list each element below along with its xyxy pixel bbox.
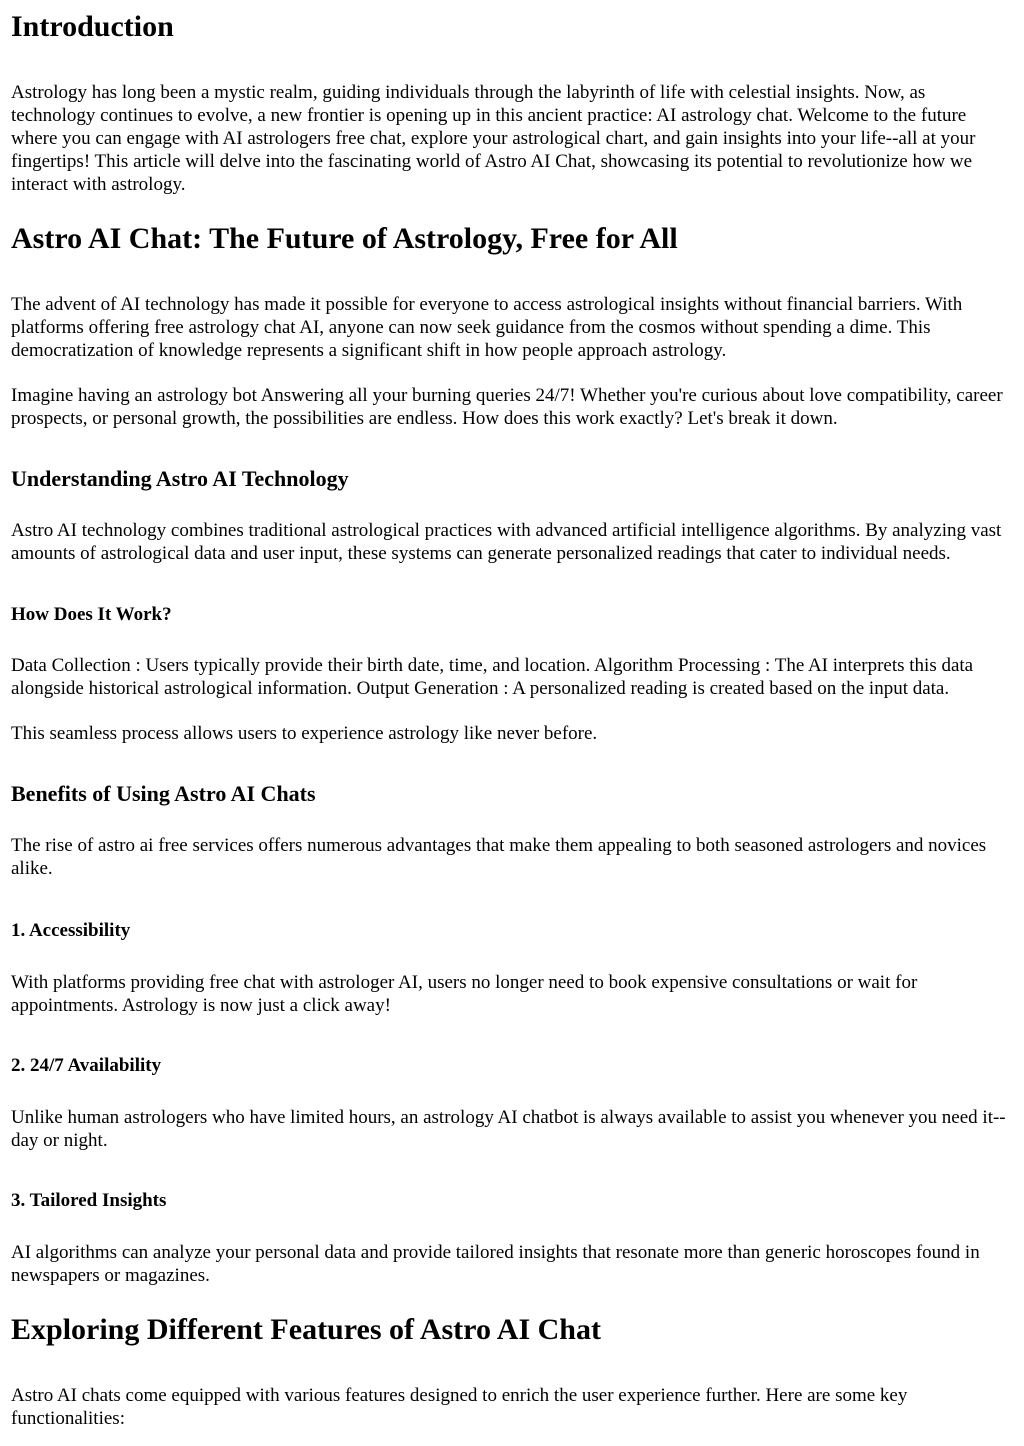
imagine-paragraph: Imagine having an astrology bot Answering all your burning queries 24/7! Whether you're curious about love compatibility, career prospects, or personal growth, the possibilities are endless. How does this work exactly? Let's break it down. — [11, 385, 1003, 429]
availability-paragraph: Unlike human astrologers who have limited hours, an astrology AI chatbot is always available to assist you whenever you need it--day or night. — [11, 1107, 1006, 1151]
tailored-insights-paragraph: AI algorithms can analyze your personal data and provide tailored insights that resonate more than generic horoscopes found in newspapers or magazines. — [11, 1242, 980, 1286]
features-paragraph: Astro AI chats come equipped with various features designed to enrich the user experience further. Here are some key functionalities: — [11, 1385, 908, 1429]
how-it-works-heading: How Does It Work? — [11, 604, 172, 625]
seamless-process-paragraph: This seamless process allows users to experience astrology like never before. — [11, 723, 598, 744]
advent-paragraph: The advent of AI technology has made it possible for everyone to access astrological insights without financial barriers. With platforms offering free astrology chat AI, anyone can now seek guidance from the cosmos without spending a dime. This democratization of knowledge represents a significant shift in how people approach astrology. — [11, 294, 963, 361]
astro-ai-chat-heading: Astro AI Chat: The Future of Astrology, Free for All — [11, 222, 678, 255]
intro-paragraph: Astrology has long been a mystic realm, guiding individuals through the labyrinth of life with celestial insights. Now, as technology continues to evolve, a new frontier is opening up in this ancient practice: AI astrology chat. Welcome to the future where you can engage with AI astrologers free chat, explore your astrological chart, and gain insights into your life--all at your fingertips! This article will delve into the fascinating world of Astro AI Chat, showcasing its potential to revolutionize how we interact with astrology. — [11, 82, 976, 195]
benefits-heading: Benefits of Using Astro AI Chats — [11, 781, 316, 806]
data-collection-paragraph: Data Collection : Users typically provide their birth date, time, and location. Algorithm Processing : The AI interprets this data alongside historical astrological information. Output Generation : A personalized reading is created based on the input data. — [11, 655, 974, 699]
technology-paragraph: Astro AI technology combines traditional astrological practices with advanced artificial intelligence algorithms. By analyzing vast amounts of astrological data and user input, these systems can generate personalized readings that cater to individual needs. — [11, 520, 1002, 564]
tailored-insights-heading: 3. Tailored Insights — [11, 1190, 167, 1211]
accessibility-paragraph: With platforms providing free chat with astrologer AI, users no longer need to book expensive consultations or wait for appointments. Astrology is now just a click away! — [11, 972, 918, 1016]
exploring-features-heading: Exploring Different Features of Astro AI Chat — [11, 1313, 601, 1346]
intro-heading: Introduction — [11, 10, 174, 43]
understanding-heading: Understanding Astro AI Technology — [11, 466, 349, 491]
availability-heading: 2. 24/7 Availability — [11, 1055, 162, 1076]
benefits-paragraph: The rise of astro ai free services offers numerous advantages that make them appealing to both seasoned astrologers and novices alike. — [11, 835, 987, 879]
accessibility-heading: 1. Accessibility — [11, 920, 131, 941]
